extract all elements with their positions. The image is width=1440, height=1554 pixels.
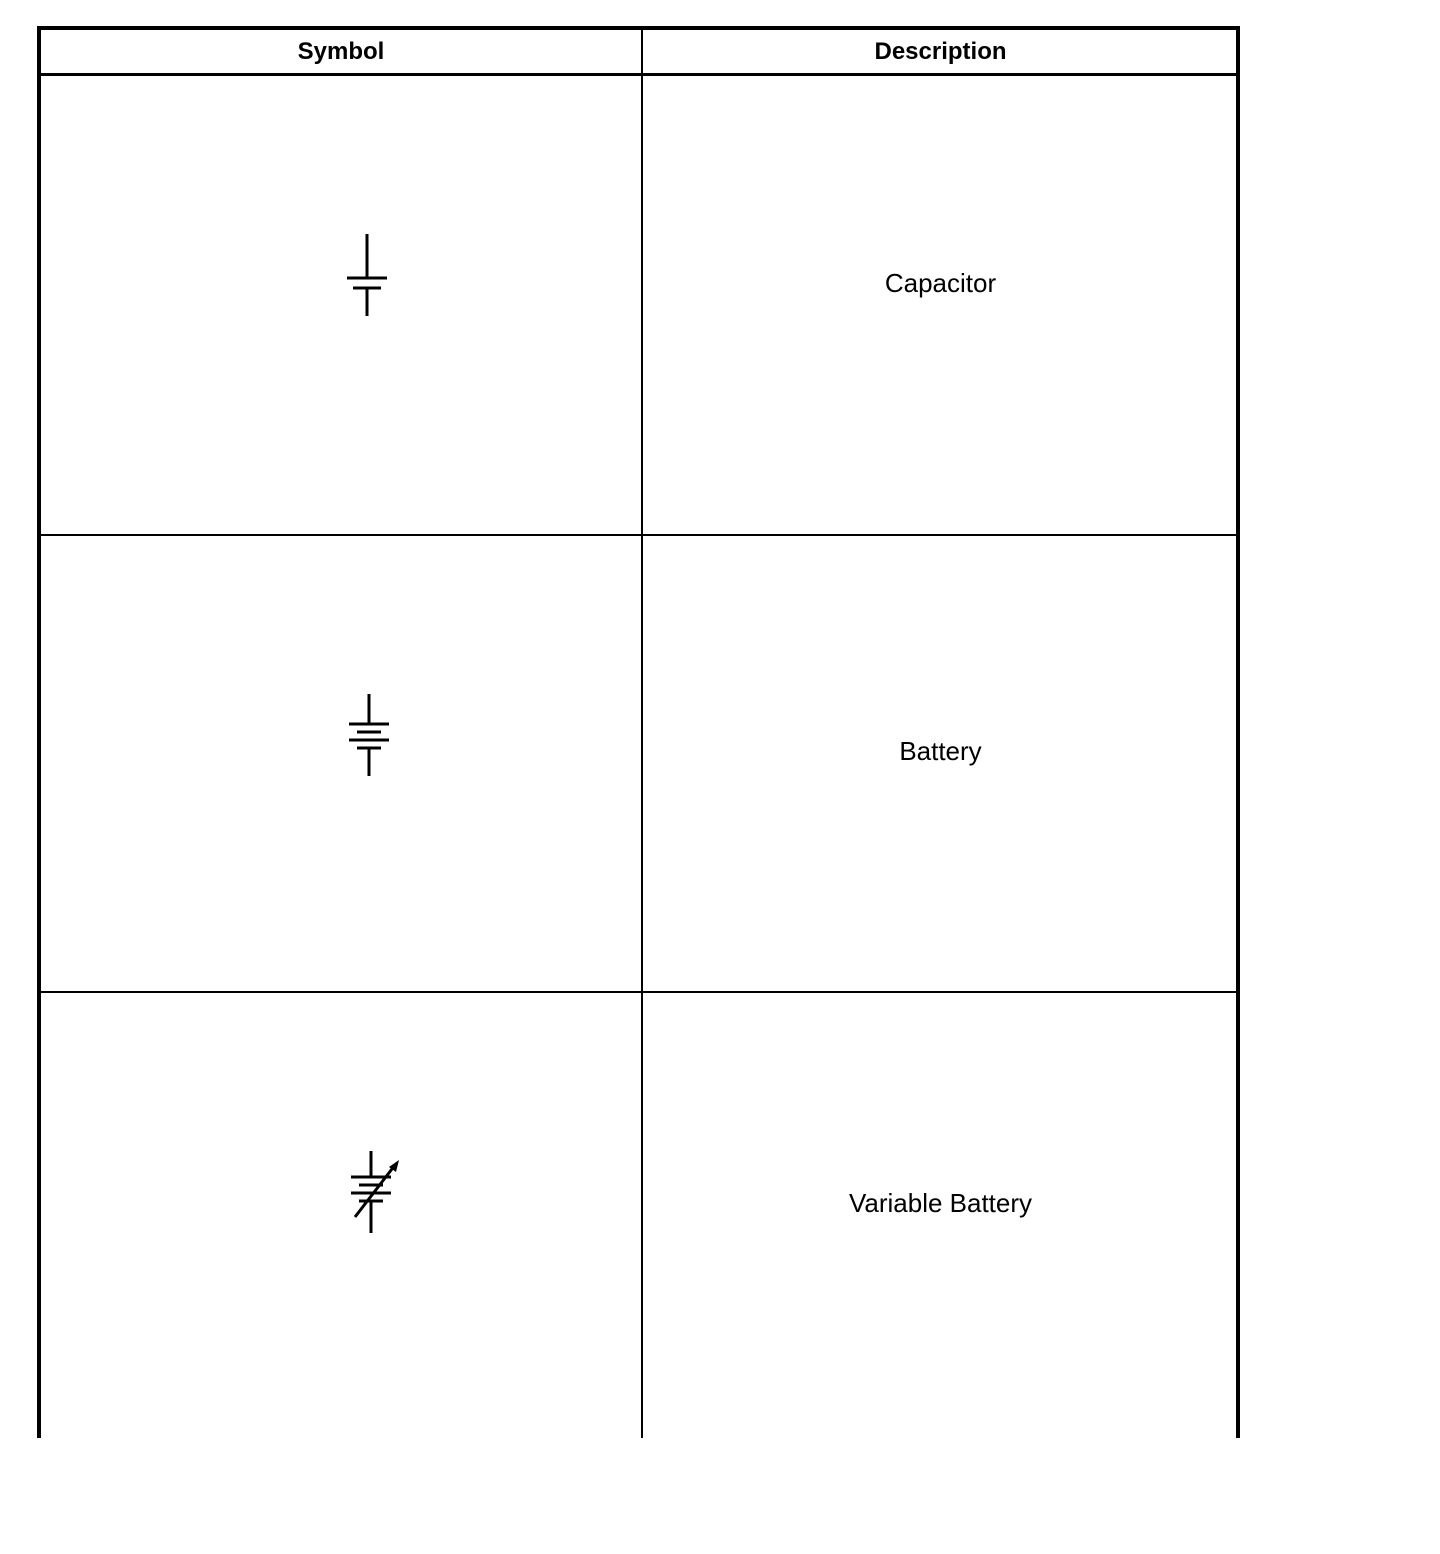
table-row: [41, 76, 1236, 536]
symbol-table: [37, 26, 1240, 1438]
description-cell: [643, 536, 1238, 991]
description-cell: [643, 76, 1238, 534]
header-symbol: Symbol: [297, 37, 385, 65]
table-header-row: [41, 30, 1236, 76]
capacitor-symbol-icon: [341, 226, 401, 316]
description-text: Battery: [899, 736, 982, 766]
variable-battery-symbol-icon: [341, 1143, 411, 1233]
symbol-cell: [41, 536, 641, 991]
description-text: Capacitor: [884, 267, 997, 298]
symbol-cell: [41, 993, 641, 1438]
header-description: Description: [874, 37, 1007, 65]
description-text: Variable Battery: [848, 1188, 1033, 1218]
table-row: [41, 993, 1236, 1438]
symbol-cell: [41, 76, 641, 534]
table-row: [41, 536, 1236, 993]
description-cell: [643, 993, 1238, 1438]
battery-symbol-icon: [341, 686, 401, 776]
